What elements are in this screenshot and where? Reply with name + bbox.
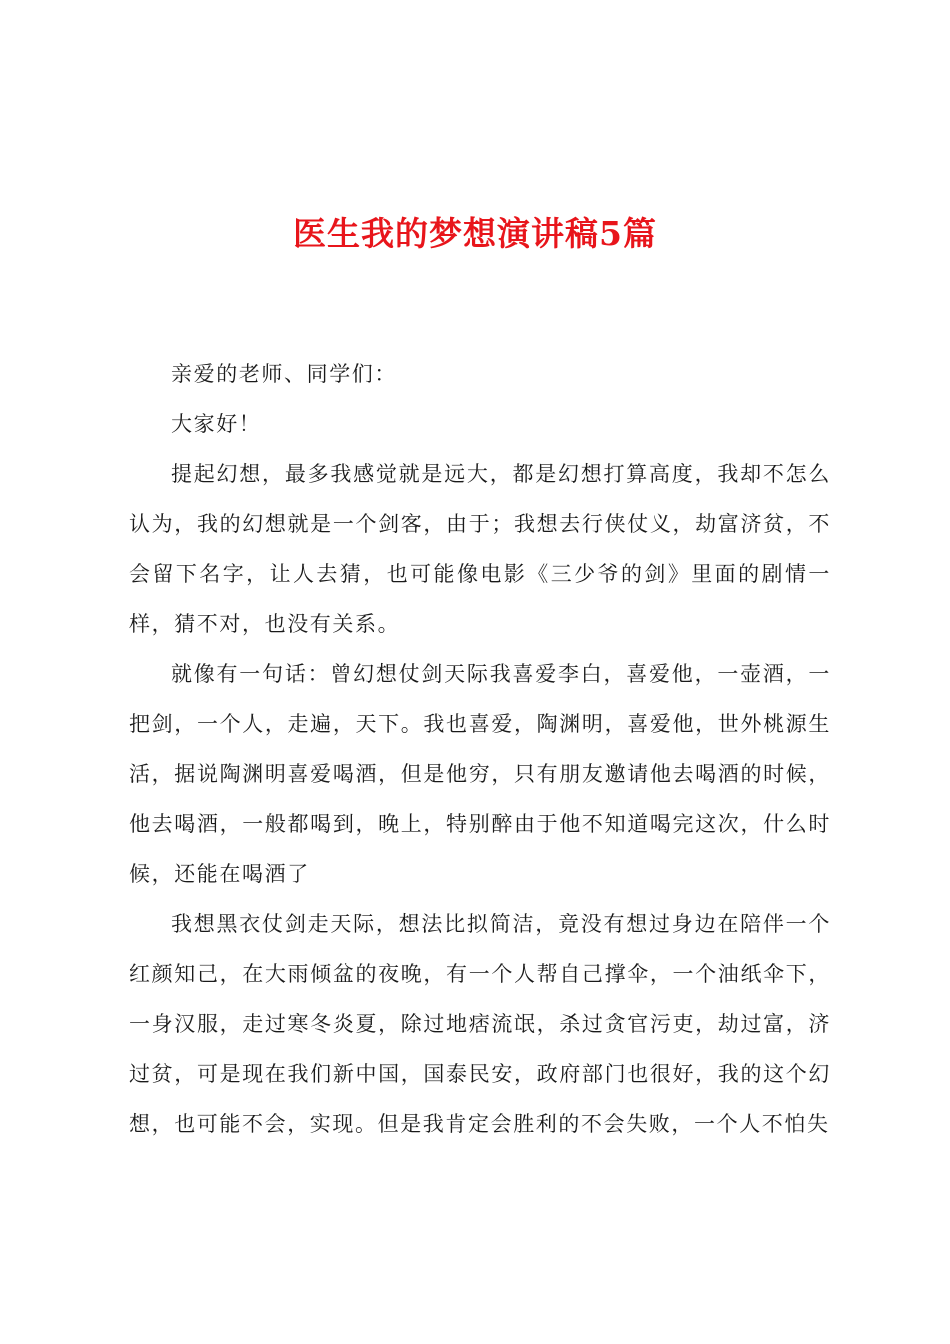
paragraph: 就像有一句话：曾幻想仗剑天际我喜爱李白，喜爱他，一壶酒，一把剑，一个人，走遍，天下。我也喜爱，陶渊明，喜爱他，世外桃源生活，据说陶渊明喜爱喝酒，但是他穷，只有朋友邀请他去喝酒的时候，他去喝酒，一般都喝到，晚上，特别醉由于他不知道喝完这次，什么时候，还能在喝酒了	[129, 662, 831, 886]
paragraph: 我想黑衣仗剑走天际，想法比拟简洁，竟没有想过身边在陪伴一个红颜知己，在大雨倾盆的夜晚，有一个人帮自己撑伞，一个油纸伞下，一身汉服，走过寒冬炎夏，除过地痞流氓，杀过贪官污吏，劫过富，济过贫，可是现在我们新中国，国泰民安，政府部门也很好，我的这个幻想，也可能不会，实现。但是我肯定会胜利的不会失败，一个人不怕失	[129, 912, 831, 1136]
paragraph: 提起幻想，最多我感觉就是远大，都是幻想打算高度，我却不怎么认为，我的幻想就是一个剑客，由于；我想去行侠仗义，劫富济贫，不会留下名字，让人去猜，也可能像电影《三少爷的剑》里面的剧情一样，猜不对，也没有关系。	[129, 462, 831, 636]
paragraph-greeting: 大家好！	[171, 412, 262, 436]
document-body	[129, 349, 831, 1149]
document-title: 医生我的梦想演讲稿5篇	[293, 214, 657, 253]
paragraph-salutation: 亲爱的老师、同学们：	[171, 362, 397, 386]
